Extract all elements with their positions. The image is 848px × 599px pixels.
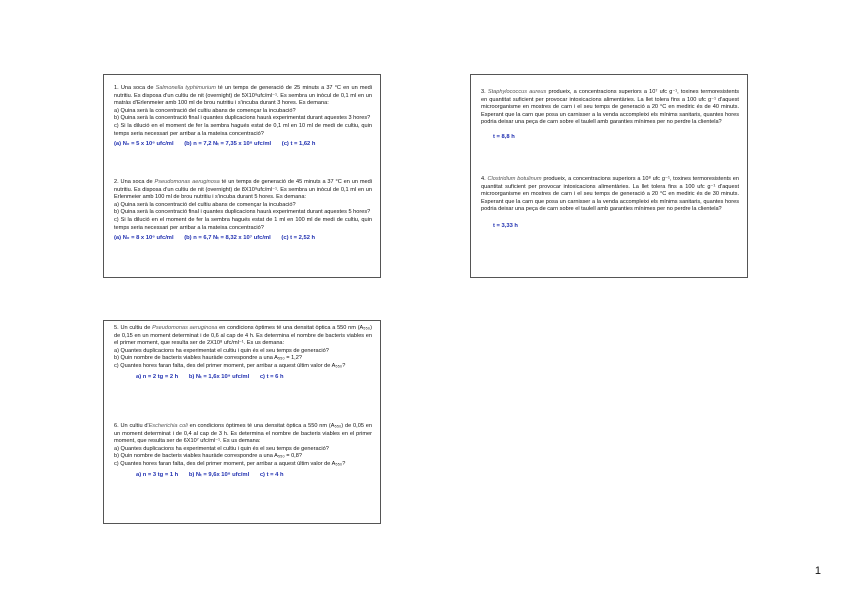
question-5 [114, 325, 372, 381]
species-name: Clostridium botulinum [487, 176, 542, 182]
question-3-answer: t = 8,8 h [493, 133, 515, 140]
question-2-statement: 2. Una soca de Pseudomonas aeruginosa té un temps de generació de 45 minuts a 37 °C en un medi nutritiu. Es disposa d'un cultiu de nit (overnight) de 8X10⁹ufc/ml⁻¹. Es sembra un inòcul de 0,1 ml en un Erlenmeier amb 100 ml de brou nutritiu i s'incuba durant 5 hores. Es demana: [114, 179, 372, 201]
species-name: Pseudomonas aeruginosa [152, 325, 218, 331]
question-5-statement: 5. Un cultiu de Pseudomonas aeruginosa en condicions òptimes té una densitat òptica a 550 nm (A₅₅₀) de 0,15 en un moment determinat i de 0,6 al cap de 4 h. Es determina el nombre de bacteris viables en el primer moment, que resulta ser de 2X10⁸ ufc/ml⁻¹. Es us demana: [114, 325, 372, 347]
question-5-part-b: b) Quin nombre de bacteris viables hauràde correspondre a una A₅₅₀ = 1,2? [114, 355, 302, 362]
question-3 [481, 89, 739, 141]
question-6-part-c: c) Quantes hores faran falta, des del primer moment, per arribar a aquest últim valor de A₅₅₀? [114, 460, 346, 467]
species-name: Pseudomonas aeruginosa [154, 179, 220, 185]
question-2-answers: (a) N₀ = 8 x 10⁶ ufc/ml (b) n = 6,7 Nₜ = 8,32 x 10⁷ ufc/ml (c) t = 2,52 h [114, 235, 316, 242]
slide-3 [103, 320, 381, 524]
slide-2 [470, 74, 748, 278]
question-1-part-b: b) Quina serà la concentració final i quantes duplicacions haurà experimentat durant aquestes 3 hores? [114, 115, 371, 122]
question-1-part-c: c) Si la dilució en el moment de fer la sembra hagués estat de 0,1 ml en 10 ml de medi de cultiu, quin temps seria necessari per arribar a la mateixa concentració? [114, 122, 372, 137]
question-6 [114, 423, 372, 479]
question-5-answers: a) n = 2 tg = 2 h b) Nₜ = 1,6x 10⁹ ufc/ml c) t = 6 h [136, 373, 284, 380]
question-4-statement: 4. Clostridium botulinum produeix, a concentracions superiors a 10⁸ ufc g⁻¹, toxines termoresistents en quantitat suficient per provocar intoxicacions alimentàries. La llet tolera fins a 100 ufc g⁻¹ d'aquest microorganisme en mostres de carn i el seu temps de generació a 20 °C en mediric és de 30 minuts. Esperant que la carn que posa un carnisser a la venda accompleixi els mínims sanitaris, quantes hores podria deixar una peça de carn sobre el taulell amb garanties mínimes per no perdre la clientela? [481, 176, 739, 213]
question-6-part-a: a) Quantes duplicacions ha experimentat el cultiu i quin és el seu temps de generació? [114, 445, 329, 452]
question-6-part-b: b) Quin nombre de bacteris viables hauràde correspondre a una A₅₅₀ = 0,8? [114, 453, 302, 460]
slide-1 [103, 74, 381, 278]
species-name: Staphylococcus aureus [487, 89, 547, 95]
question-2-part-b: b) Quina serà la concentració final i quantes duplicacions haurà experimentat durant aquestes 5 hores? [114, 209, 371, 216]
question-4-answer: t = 3,33 h [493, 222, 518, 229]
species-name: Escherichia coli [148, 423, 188, 429]
question-6-statement: 6. Un cultiu d'Escherichia coli en condicions òptimes té una densitat òptica a 550 nm (A₅₅₀) de 0,05 en un moment determinat i de 0,4 al cap de 3 h. Es determina el nombre de bacteris viables en el primer moment, que resulta ser de 6X10⁷ ufc/ml⁻¹. Es us demana: [114, 423, 373, 445]
question-1-part-a: a) Quina serà la concentració del cultiu abans de començar la incubació? [114, 107, 296, 114]
species-name: Salmonella typhimurium [155, 85, 216, 91]
page-number: 1 [814, 565, 821, 577]
question-5-part-c: c) Quantes hores faran falta, des del primer moment, per arribar a aquest últim valor de A₅₅₀? [114, 362, 346, 369]
question-5-part-a: a) Quantes duplicacions ha experimentat el cultiu i quin és el seu temps de generació? [114, 347, 329, 354]
question-4 [481, 176, 739, 230]
question-2 [114, 179, 372, 242]
question-1-statement: 1. Una soca de Salmonella typhimurium té un temps de generació de 25 minuts a 37 °C en un medi nutritiu. Es disposa d'un cultiu de nit (overnight) de 5X10⁹ufc/ml⁻¹. Es sembra un inòcul de 0,1 ml en un matràs d'Erlenmeier amb 100 ml de brou nutritiu i s'incuba durant 3 hores. Es demana: [114, 85, 372, 107]
question-2-part-a: a) Quina serà la concentració del cultiu abans de començar la incubació? [114, 201, 296, 208]
question-1-answers: (a) N₀ = 5 x 10⁶ ufc/ml (b) n = 7,2 Nₜ = 7,35 x 10⁸ ufc/ml (c) t = 1,62 h [114, 141, 316, 148]
question-2-part-c: c) Si la dilució en el moment de fer la sembra hagués estat de 1 ml en 100 ml de medi de cultiu, quin temps seria necessari per arribar a la mateixa concentració? [114, 216, 372, 231]
question-3-statement: 3. Staphylococcus aureus produeix, a concentracions superiors a 10⁷ ufc g⁻¹, toxines termoresistents en quantitat suficient per provocar intoxicacions alimentàries. La llet tolera fins a 100 ufc g⁻¹ d'aquest microorganisme en mostres de carn i el seu temps de generació a 20 °C en mediric és de 40 minuts. Esperant que la carn que posa un carnisser a la venda accompleixi els mínims sanitaris, quantes hores podria deixar una peça de carn sobre el taulell amb garanties mínimes per no perdre la clientela? [481, 89, 739, 126]
question-1 [114, 85, 372, 148]
question-6-answers: a) n = 3 tg = 1 h b) Nₜ = 9,6x 10⁸ ufc/ml c) t = 4 h [136, 471, 284, 478]
